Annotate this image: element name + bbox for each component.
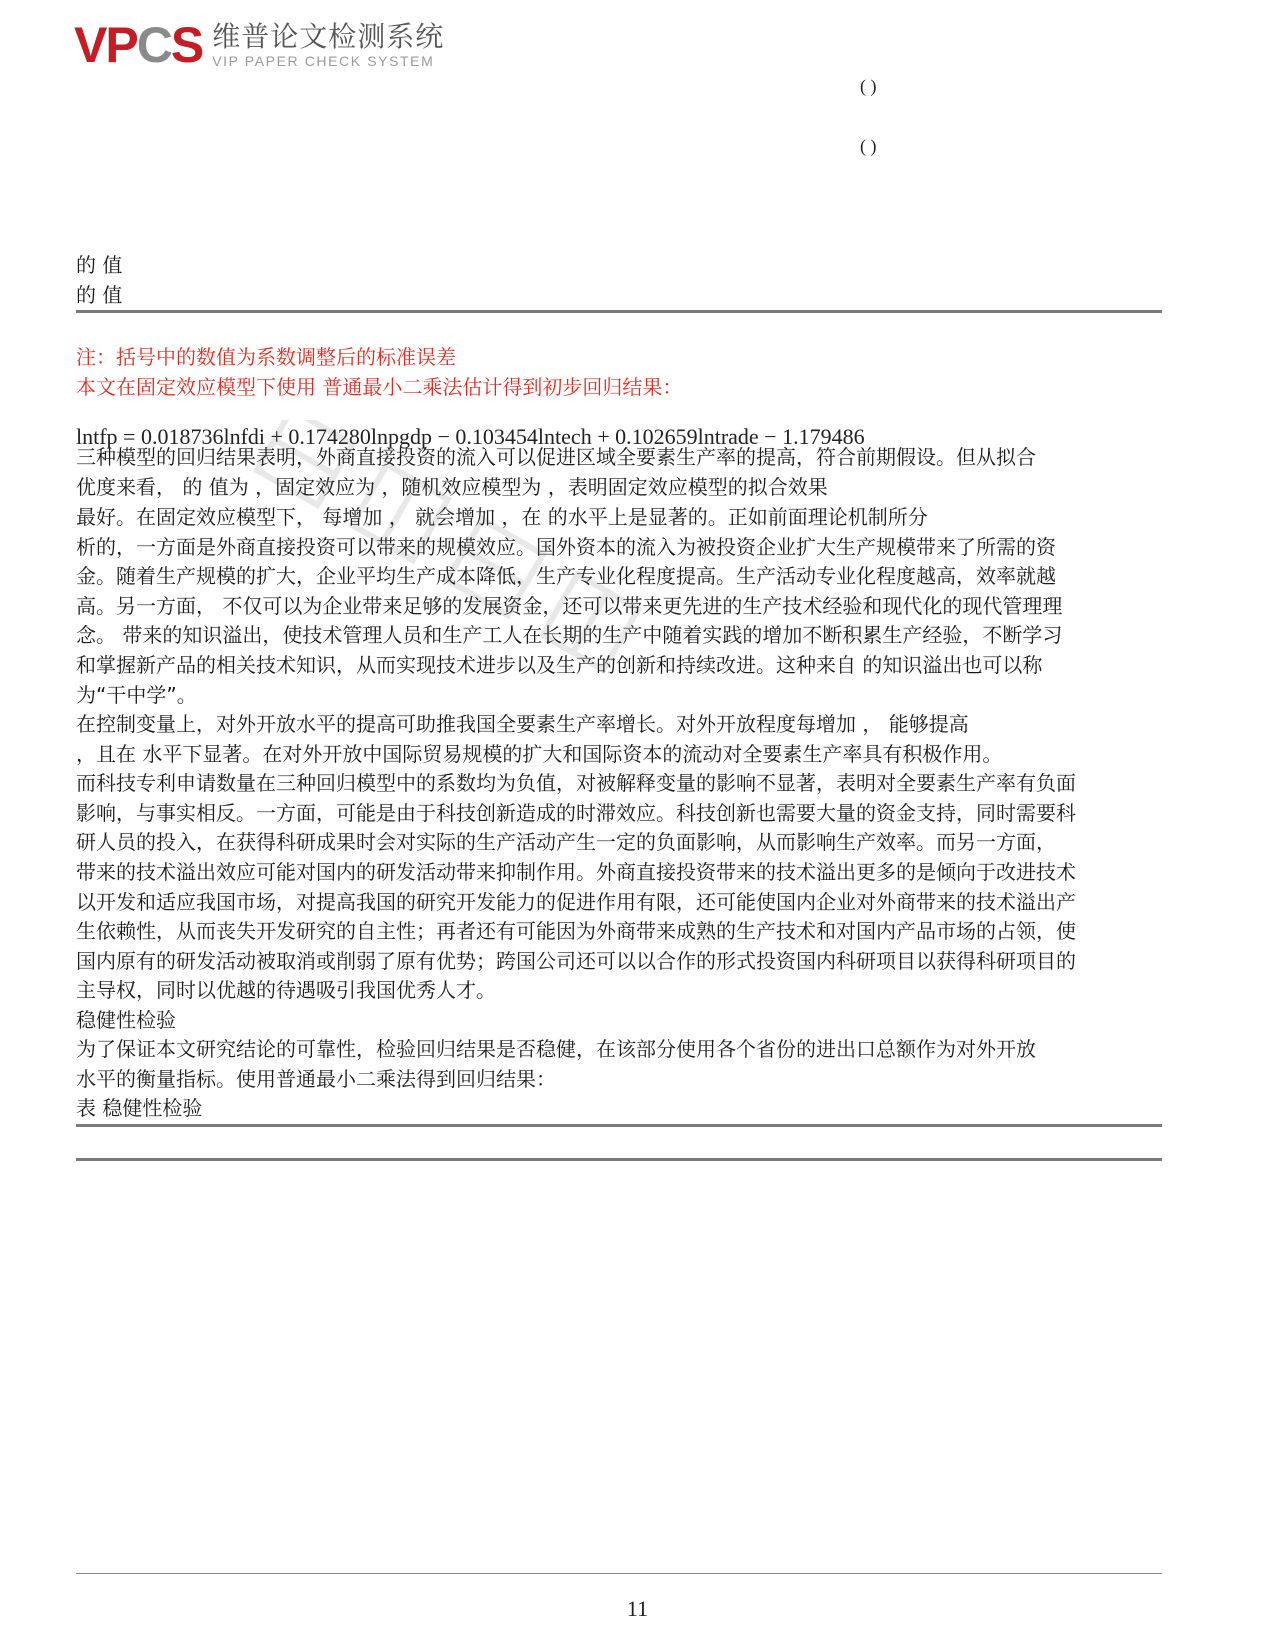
table-note: 注：括号中的数值为系数调整后的标准误差 xyxy=(76,345,456,369)
body-line: 优度来看， 的 值为 ，固定效应为 ，随机效应模型为 ，表明固定效应模型的拟合效果 xyxy=(76,475,828,499)
body-line: 析的，一方面是外商直接投资可以带来的规模效应。国外资本的流入为被投资企业扩大生产规模带来了所需的资 xyxy=(76,535,1056,559)
body-line: 而科技专利申请数量在三种回归模型中的系数均为负值，对被解释变量的影响不显著，表明对全要素生产率有负面 xyxy=(76,771,1076,795)
logo-text-block xyxy=(212,21,444,69)
body-line: 和掌握新产品的相关技术知识，从而实现技术进步以及生产的创新和持续改进。这种来自 的知识溢出也可以称 xyxy=(76,653,1043,677)
body-line: 水平的衡量指标。使用普通最小二乘法得到回归结果： xyxy=(76,1067,556,1091)
body-line: 念。 带来的知识溢出，使技术管理人员和生产工人在长期的生产中随着实践的增加不断积累生产经验，不断学习 xyxy=(76,623,1063,647)
table-caption: 表 稳健性检验 xyxy=(76,1096,203,1120)
body-line: 在控制变量上，对外开放水平的提高可助推我国全要素生产率增长。对外开放程度每增加 ， 能够提高 xyxy=(76,712,969,736)
footer-rule xyxy=(76,1573,1162,1574)
body-line: 高。另一方面， 不仅可以为企业带来足够的发展资金，还可以带来更先进的生产技术经验和现代化的现代管理理 xyxy=(76,594,1063,618)
body-line: 以开发和适应我国市场，对提高我国的研究开发能力的促进作用有限，还可能使国内企业对外商带来的技术溢出产 xyxy=(76,890,1076,914)
section-heading-robustness: 稳健性检验 xyxy=(76,1008,176,1032)
vpcs-logo xyxy=(74,17,445,73)
body-line: 金。随着生产规模的扩大，企业平均生产成本降低，生产专业化程度提高。生产活动专业化程度越高，效率就越 xyxy=(76,564,1056,588)
std-error-paren-2: ( ) xyxy=(860,136,877,156)
body-line: 研人员的投入，在获得科研成果时会对实际的生产活动产生一定的负面影响，从而影响生产效率。而另一方面， xyxy=(76,830,1056,854)
table-bottom-rule xyxy=(76,310,1162,313)
logo-english-name: VIP PAPER CHECK SYSTEM xyxy=(212,53,435,69)
body-line: 带来的技术溢出效应可能对国内的研发活动带来抑制作用。外商直接投资带来的技术溢出更多的是倾向于改进技术 xyxy=(76,860,1076,884)
body-line: 最好。在固定效应模型下， 每增加 ， 就会增加 ，在 的水平上是显著的。正如前面理论机制所分 xyxy=(76,505,928,529)
body-line: 生依赖性，从而丧失开发研究的自主性；再者还有可能因为外商带来成熟的生产技术和对国内产品市场的占领，使 xyxy=(76,919,1076,943)
logo-chinese-name: 维普论文检测系统 xyxy=(212,20,445,53)
body-line: 国内原有的研发活动被取消或削弱了原有优势；跨国公司还可以以合作的形式投资国内科研项目以获得科研项目的 xyxy=(76,949,1076,973)
std-error-paren-1: ( ) xyxy=(860,76,877,96)
table-value-row-2: 的 值 xyxy=(76,283,123,307)
regression-formula: lntfp = 0.018736lnfdi + 0.174280lnpgdp − 0.103454lntech + 0.102659lntrade − 1.179486 xyxy=(76,424,865,449)
page-number: 11 xyxy=(626,1596,649,1621)
logo-mark: VPCS xyxy=(74,17,203,73)
body-line: ，且在 水平下显著。在对外开放中国际贸易规模的扩大和国际资本的流动对全要素生产率具有积极作用。 xyxy=(76,742,1003,766)
body-line: 主导权，同时以优越的待遇吸引我国优秀人才。 xyxy=(76,978,496,1002)
body-line: 三种模型的回归结果表明，外商直接投资的流入可以促进区域全要素生产率的提高，符合前期假设。但从拟合 xyxy=(76,445,1036,469)
body-line: 影响，与事实相反。一方面，可能是由于科技创新造成的时滞效应。科技创新也需要大量的资金支持，同时需要科 xyxy=(76,801,1076,825)
table-header-rule xyxy=(76,1158,1162,1161)
table-value-row-1: 的 值 xyxy=(76,253,123,277)
body-line: 为“干中学”。 xyxy=(76,683,197,707)
table-top-rule xyxy=(76,1124,1162,1127)
regression-intro: 本文在固定效应模型下使用 普通最小二乘法估计得到初步回归结果： xyxy=(76,375,683,399)
body-line: 为了保证本文研究结论的可靠性，检验回归结果是否稳健，在该部分使用各个省份的进出口总额作为对外开放 xyxy=(76,1037,1036,1061)
